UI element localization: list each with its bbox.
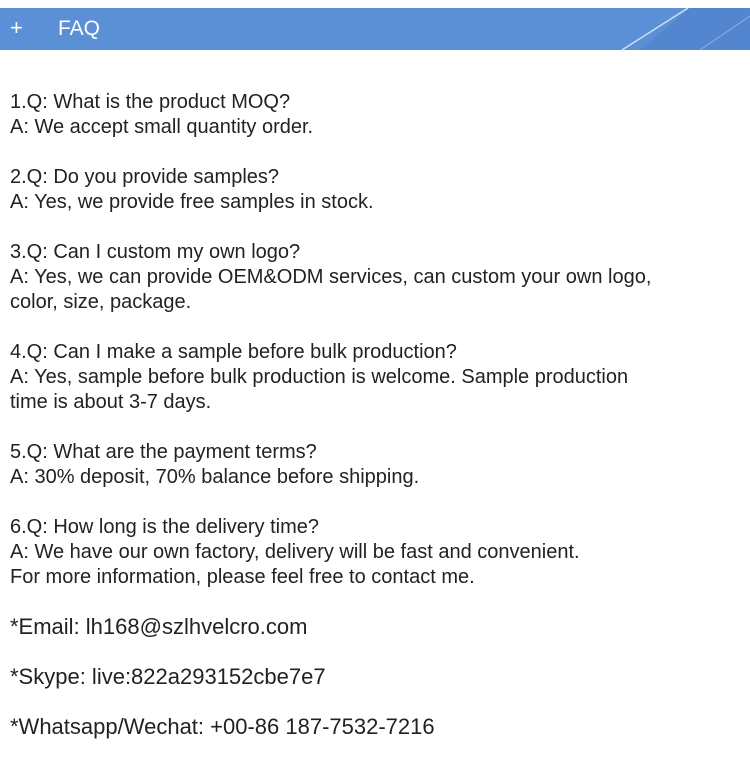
- email-contact: *Email: lh168@szlhvelcro.com: [10, 614, 308, 639]
- faq-answer: A: Yes, we can provide OEM&ODM services, can custom your own logo,: [10, 266, 652, 288]
- faq-answer: A: We accept small quantity order.: [10, 116, 314, 138]
- faq-answer-continued: For more information, please feel free to contact me.: [10, 566, 475, 588]
- faq-answer: A: Yes, sample before bulk production is welcome. Sample production: [10, 366, 629, 388]
- faq-item-2: [10, 165, 740, 215]
- whatsapp-wechat-contact: *Whatsapp/Wechat: +00-86 187-7532-7216: [10, 714, 435, 739]
- faq-item-3: [10, 240, 740, 315]
- faq-answer-continued: color, size, package.: [10, 291, 192, 313]
- faq-question: 3.Q: Can I custom my own logo?: [10, 241, 301, 263]
- faq-question: 5.Q: What are the payment terms?: [10, 441, 317, 463]
- faq-question: 4.Q: Can I make a sample before bulk production?: [10, 341, 457, 363]
- faq-list: [10, 90, 740, 615]
- faq-item-6: [10, 515, 740, 590]
- skype-contact: *Skype: live:822a293152cbe7e7: [10, 664, 326, 689]
- faq-header: [0, 8, 750, 50]
- faq-question: 2.Q: Do you provide samples?: [10, 166, 280, 188]
- faq-question: 6.Q: How long is the delivery time?: [10, 516, 320, 538]
- faq-answer: A: 30% deposit, 70% balance before shipping.: [10, 466, 420, 488]
- faq-question: 1.Q: What is the product MOQ?: [10, 91, 291, 113]
- faq-item-5: [10, 440, 740, 490]
- section-title: FAQ: [58, 17, 101, 40]
- plus-icon: +: [10, 15, 23, 40]
- faq-answer-continued: time is about 3-7 days.: [10, 391, 212, 413]
- header-decoration: [0, 8, 750, 50]
- faq-item-4: [10, 340, 740, 415]
- faq-answer: A: We have our own factory, delivery will be fast and convenient.: [10, 541, 580, 563]
- faq-answer: A: Yes, we provide free samples in stock.: [10, 191, 374, 213]
- faq-item-1: [10, 90, 740, 140]
